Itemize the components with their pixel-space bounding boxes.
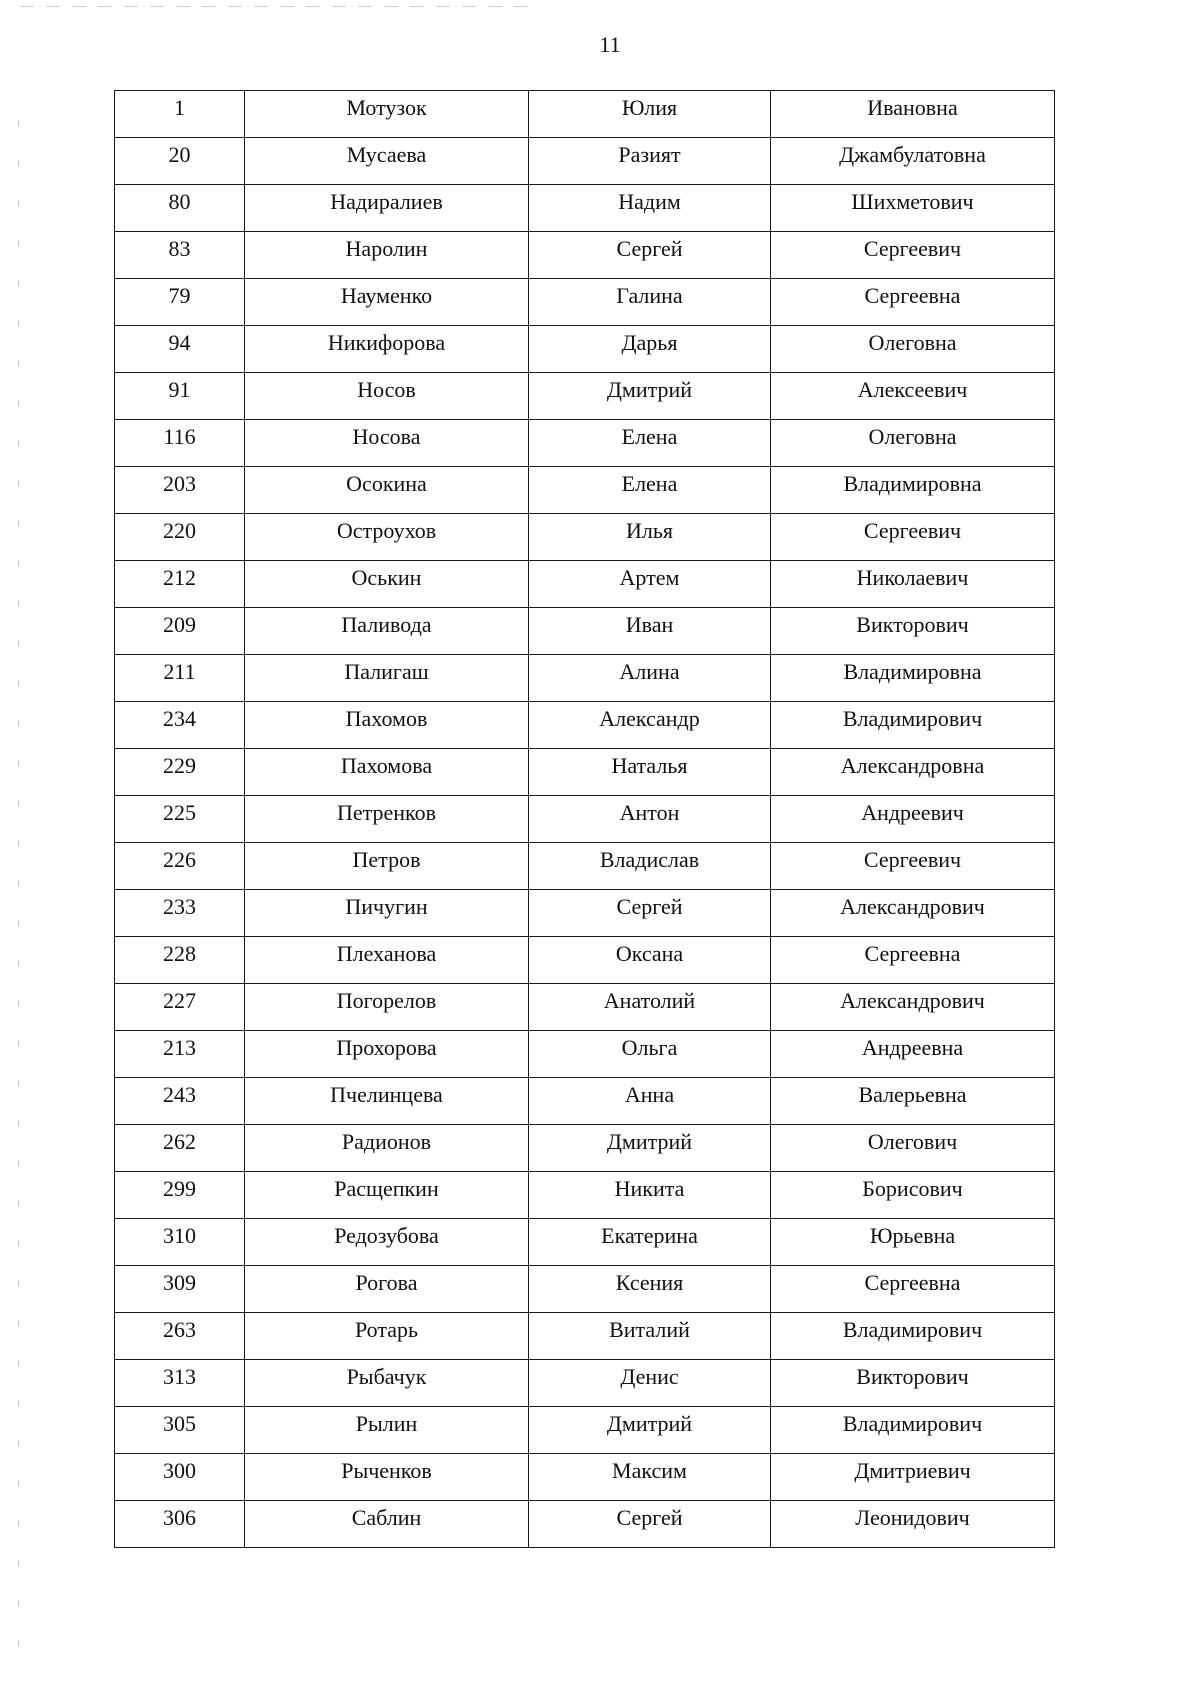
cell-last-name: Никифорова xyxy=(245,326,529,373)
table-row xyxy=(115,1501,1055,1548)
cell-last-name: Палигаш xyxy=(245,655,529,702)
cell-last-name: Рылин xyxy=(245,1407,529,1454)
table-row xyxy=(115,1266,1055,1313)
cell-number: 220 xyxy=(115,514,245,561)
cell-last-name: Мотузок xyxy=(245,91,529,138)
cell-patronymic: Александрович xyxy=(771,984,1055,1031)
table-row xyxy=(115,420,1055,467)
cell-last-name: Рыбачук xyxy=(245,1360,529,1407)
cell-last-name: Саблин xyxy=(245,1501,529,1548)
cell-patronymic: Олеговна xyxy=(771,420,1055,467)
cell-patronymic: Дмитриевич xyxy=(771,1454,1055,1501)
cell-first-name: Юлия xyxy=(529,91,771,138)
table-row xyxy=(115,279,1055,326)
cell-patronymic: Андреевна xyxy=(771,1031,1055,1078)
cell-last-name: Петренков xyxy=(245,796,529,843)
cell-patronymic: Ивановна xyxy=(771,91,1055,138)
cell-patronymic: Владимировна xyxy=(771,467,1055,514)
table-row xyxy=(115,937,1055,984)
table-row xyxy=(115,984,1055,1031)
cell-number: 228 xyxy=(115,937,245,984)
cell-first-name: Ксения xyxy=(529,1266,771,1313)
cell-first-name: Денис xyxy=(529,1360,771,1407)
cell-patronymic: Викторович xyxy=(771,608,1055,655)
cell-patronymic: Николаевич xyxy=(771,561,1055,608)
cell-number: 305 xyxy=(115,1407,245,1454)
cell-number: 243 xyxy=(115,1078,245,1125)
cell-number: 233 xyxy=(115,890,245,937)
cell-patronymic: Шихметович xyxy=(771,185,1055,232)
cell-number: 212 xyxy=(115,561,245,608)
cell-first-name: Наталья xyxy=(529,749,771,796)
cell-last-name: Носов xyxy=(245,373,529,420)
cell-last-name: Пахомова xyxy=(245,749,529,796)
cell-last-name: Пичугин xyxy=(245,890,529,937)
cell-first-name: Ольга xyxy=(529,1031,771,1078)
cell-last-name: Радионов xyxy=(245,1125,529,1172)
cell-number: 83 xyxy=(115,232,245,279)
cell-last-name: Петров xyxy=(245,843,529,890)
cell-number: 79 xyxy=(115,279,245,326)
cell-last-name: Осокина xyxy=(245,467,529,514)
scan-artifact-top xyxy=(20,6,540,7)
cell-number: 310 xyxy=(115,1219,245,1266)
table-row xyxy=(115,749,1055,796)
cell-number: 234 xyxy=(115,702,245,749)
cell-patronymic: Александровна xyxy=(771,749,1055,796)
table-row xyxy=(115,702,1055,749)
cell-patronymic: Олеговна xyxy=(771,326,1055,373)
cell-patronymic: Олегович xyxy=(771,1125,1055,1172)
cell-patronymic: Сергеевич xyxy=(771,232,1055,279)
cell-last-name: Расщепкин xyxy=(245,1172,529,1219)
cell-patronymic: Валерьевна xyxy=(771,1078,1055,1125)
cell-number: 299 xyxy=(115,1172,245,1219)
table-row xyxy=(115,1454,1055,1501)
cell-number: 313 xyxy=(115,1360,245,1407)
table-row xyxy=(115,1313,1055,1360)
cell-first-name: Владислав xyxy=(529,843,771,890)
cell-number: 226 xyxy=(115,843,245,890)
cell-number: 116 xyxy=(115,420,245,467)
cell-patronymic: Владимирович xyxy=(771,1313,1055,1360)
cell-first-name: Никита xyxy=(529,1172,771,1219)
table-row xyxy=(115,91,1055,138)
table-row xyxy=(115,326,1055,373)
cell-patronymic: Андреевич xyxy=(771,796,1055,843)
cell-first-name: Иван xyxy=(529,608,771,655)
cell-number: 262 xyxy=(115,1125,245,1172)
cell-patronymic: Леонидович xyxy=(771,1501,1055,1548)
table-row xyxy=(115,138,1055,185)
cell-first-name: Екатерина xyxy=(529,1219,771,1266)
cell-number: 203 xyxy=(115,467,245,514)
scan-artifact-edge xyxy=(18,120,19,1680)
cell-number: 300 xyxy=(115,1454,245,1501)
cell-first-name: Надим xyxy=(529,185,771,232)
cell-number: 80 xyxy=(115,185,245,232)
cell-last-name: Редозубова xyxy=(245,1219,529,1266)
page-number: 11 xyxy=(599,32,621,57)
table-row xyxy=(115,561,1055,608)
cell-first-name: Илья xyxy=(529,514,771,561)
cell-first-name: Дмитрий xyxy=(529,1407,771,1454)
cell-patronymic: Алексеевич xyxy=(771,373,1055,420)
cell-first-name: Оксана xyxy=(529,937,771,984)
cell-patronymic: Владимировна xyxy=(771,655,1055,702)
cell-number: 309 xyxy=(115,1266,245,1313)
cell-last-name: Пахомов xyxy=(245,702,529,749)
table-row xyxy=(115,1407,1055,1454)
cell-last-name: Погорелов xyxy=(245,984,529,1031)
table-row xyxy=(115,185,1055,232)
cell-first-name: Александр xyxy=(529,702,771,749)
cell-number: 209 xyxy=(115,608,245,655)
table-row xyxy=(115,1360,1055,1407)
table-row xyxy=(115,1125,1055,1172)
table-row xyxy=(115,796,1055,843)
cell-patronymic: Александрович xyxy=(771,890,1055,937)
cell-first-name: Елена xyxy=(529,420,771,467)
cell-last-name: Наролин xyxy=(245,232,529,279)
cell-first-name: Артем xyxy=(529,561,771,608)
cell-last-name: Надиралиев xyxy=(245,185,529,232)
cell-last-name: Мусаева xyxy=(245,138,529,185)
cell-last-name: Плеханова xyxy=(245,937,529,984)
table-row xyxy=(115,1219,1055,1266)
cell-first-name: Галина xyxy=(529,279,771,326)
cell-last-name: Остроухов xyxy=(245,514,529,561)
cell-number: 94 xyxy=(115,326,245,373)
cell-first-name: Сергей xyxy=(529,1501,771,1548)
cell-first-name: Антон xyxy=(529,796,771,843)
roster-table xyxy=(114,90,1055,1548)
cell-patronymic: Викторович xyxy=(771,1360,1055,1407)
cell-last-name: Рогова xyxy=(245,1266,529,1313)
cell-last-name: Пчелинцева xyxy=(245,1078,529,1125)
table-row xyxy=(115,843,1055,890)
cell-first-name: Анатолий xyxy=(529,984,771,1031)
cell-patronymic: Сергеевич xyxy=(771,843,1055,890)
table-row xyxy=(115,1078,1055,1125)
cell-number: 229 xyxy=(115,749,245,796)
cell-patronymic: Владимирович xyxy=(771,1407,1055,1454)
cell-first-name: Анна xyxy=(529,1078,771,1125)
cell-patronymic: Сергеевна xyxy=(771,937,1055,984)
cell-first-name: Максим xyxy=(529,1454,771,1501)
cell-last-name: Прохорова xyxy=(245,1031,529,1078)
cell-last-name: Оськин xyxy=(245,561,529,608)
table-row xyxy=(115,1031,1055,1078)
table-row xyxy=(115,608,1055,655)
table-row xyxy=(115,890,1055,937)
cell-patronymic: Сергеевич xyxy=(771,514,1055,561)
cell-patronymic: Владимирович xyxy=(771,702,1055,749)
cell-first-name: Виталий xyxy=(529,1313,771,1360)
table-row xyxy=(115,467,1055,514)
table-row xyxy=(115,373,1055,420)
cell-patronymic: Сергеевна xyxy=(771,1266,1055,1313)
cell-last-name: Носова xyxy=(245,420,529,467)
cell-first-name: Сергей xyxy=(529,232,771,279)
cell-first-name: Дмитрий xyxy=(529,373,771,420)
cell-first-name: Сергей xyxy=(529,890,771,937)
cell-patronymic: Сергеевна xyxy=(771,279,1055,326)
cell-number: 20 xyxy=(115,138,245,185)
table-row xyxy=(115,514,1055,561)
table-row xyxy=(115,232,1055,279)
cell-first-name: Елена xyxy=(529,467,771,514)
cell-patronymic: Юрьевна xyxy=(771,1219,1055,1266)
cell-patronymic: Джамбулатовна xyxy=(771,138,1055,185)
cell-last-name: Рыченков xyxy=(245,1454,529,1501)
cell-number: 211 xyxy=(115,655,245,702)
cell-last-name: Ротарь xyxy=(245,1313,529,1360)
roster-table-body xyxy=(115,91,1055,1548)
cell-number: 91 xyxy=(115,373,245,420)
table-row xyxy=(115,655,1055,702)
cell-number: 213 xyxy=(115,1031,245,1078)
cell-number: 306 xyxy=(115,1501,245,1548)
cell-first-name: Дмитрий xyxy=(529,1125,771,1172)
cell-number: 227 xyxy=(115,984,245,1031)
roster-table-container xyxy=(114,90,1054,1548)
cell-number: 1 xyxy=(115,91,245,138)
cell-patronymic: Борисович xyxy=(771,1172,1055,1219)
table-row xyxy=(115,1172,1055,1219)
cell-first-name: Алина xyxy=(529,655,771,702)
cell-first-name: Разият xyxy=(529,138,771,185)
cell-last-name: Паливода xyxy=(245,608,529,655)
cell-number: 225 xyxy=(115,796,245,843)
cell-number: 263 xyxy=(115,1313,245,1360)
cell-last-name: Науменко xyxy=(245,279,529,326)
cell-first-name: Дарья xyxy=(529,326,771,373)
